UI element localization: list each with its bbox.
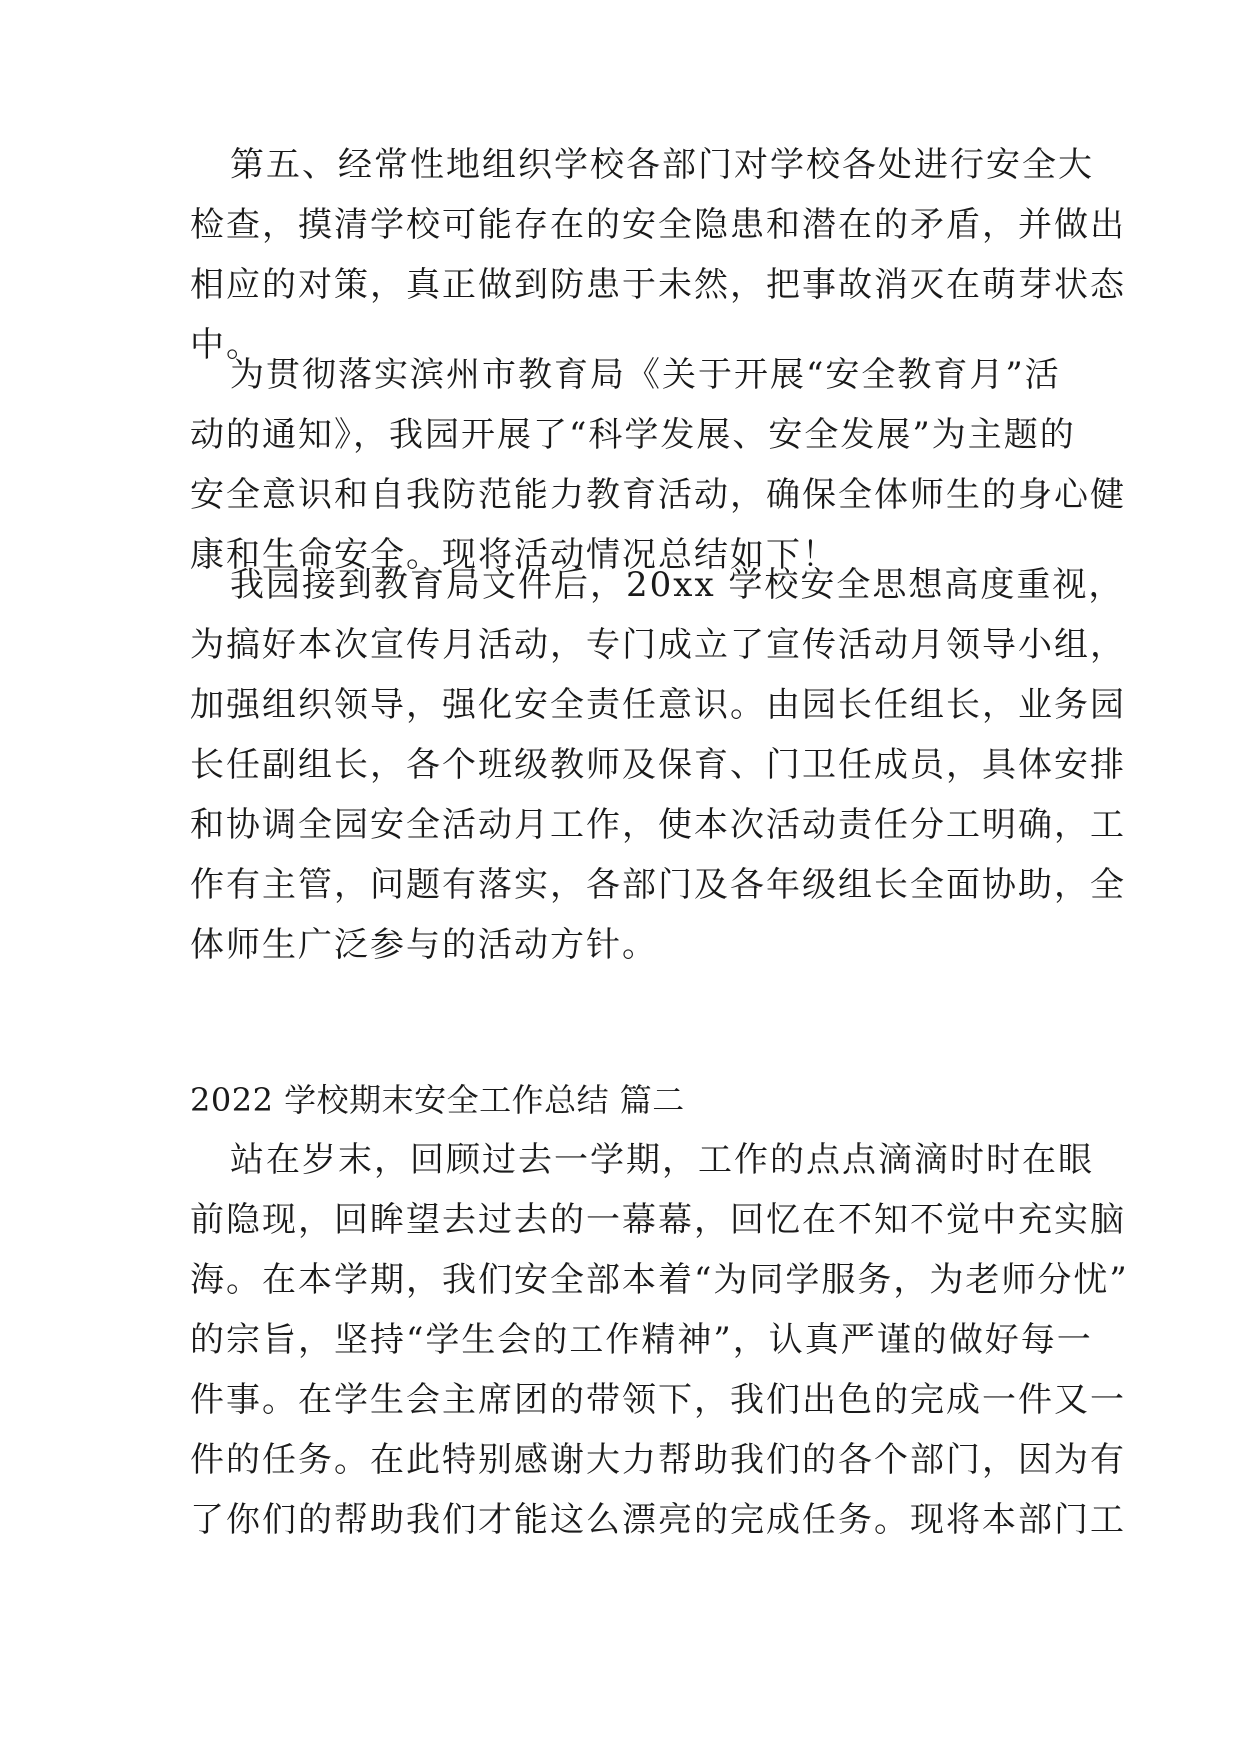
paragraph-line: 动的通知》，我园开展了“科学发展、安全发展”为主题的 (190, 415, 1076, 455)
paragraph-line: 相应的对策，真正做到防患于未然，把事故消灭在萌芽状态 (190, 265, 1126, 305)
paragraph-line: 件事。在学生会主席团的带领下，我们出色的完成一件又一 (190, 1380, 1126, 1420)
paragraph-line: 和协调全园安全活动月工作，使本次活动责任分工明确，工 (190, 805, 1126, 845)
paragraph-line: 长任副组长，各个班级教师及保育、门卫任成员，具体安排 (190, 745, 1126, 785)
paragraph-line: 前隐现，回眸望去过去的一幕幕，回忆在不知不觉中充实脑 (190, 1200, 1126, 1240)
paragraph-line: 我园接到教育局文件后，20xx 学校安全思想高度重视， (230, 565, 1125, 605)
paragraph-line: 作有主管，问题有落实，各部门及各年级组长全面协助，全 (190, 865, 1126, 905)
paragraph-line: 海。在本学期，我们安全部本着“为同学服务，为老师分忧” (190, 1260, 1129, 1300)
paragraph-line: 为搞好本次宣传月活动，专门成立了宣传活动月领导小组， (190, 625, 1126, 665)
paragraph-line: 第五、经常性地组织学校各部门对学校各处进行安全大 (230, 145, 1094, 185)
paragraph-line: 的宗旨，坚持“学生会的工作精神”，认真严谨的做好每一 (190, 1320, 1093, 1360)
paragraph-line: 安全意识和自我防范能力教育活动，确保全体师生的身心健 (190, 475, 1126, 515)
paragraph-line: 件的任务。在此特别感谢大力帮助我们的各个部门，因为有 (190, 1440, 1126, 1480)
paragraph-line: 站在岁末，回顾过去一学期，工作的点点滴滴时时在眼 (230, 1140, 1094, 1180)
paragraph-line: 中。 (190, 325, 262, 365)
paragraph-line: 了你们的帮助我们才能这么漂亮的完成任务。现将本部门工 (190, 1500, 1126, 1540)
paragraph-line: 为贯彻落实滨州市教育局《关于开展“安全教育月”活 (230, 355, 1061, 395)
paragraph-line: 体师生广泛参与的活动方针。 (190, 925, 658, 965)
paragraph-line: 康和生命安全。现将活动情况总结如下！ (190, 535, 838, 575)
paragraph-line: 加强组织领导，强化安全责任意识。由园长任组长，业务园 (190, 685, 1126, 725)
section-heading: 2022 学校期末安全工作总结 篇二 (190, 1081, 685, 1119)
paragraph-line: 检查，摸清学校可能存在的安全隐患和潜在的矛盾，并做出 (190, 205, 1126, 245)
